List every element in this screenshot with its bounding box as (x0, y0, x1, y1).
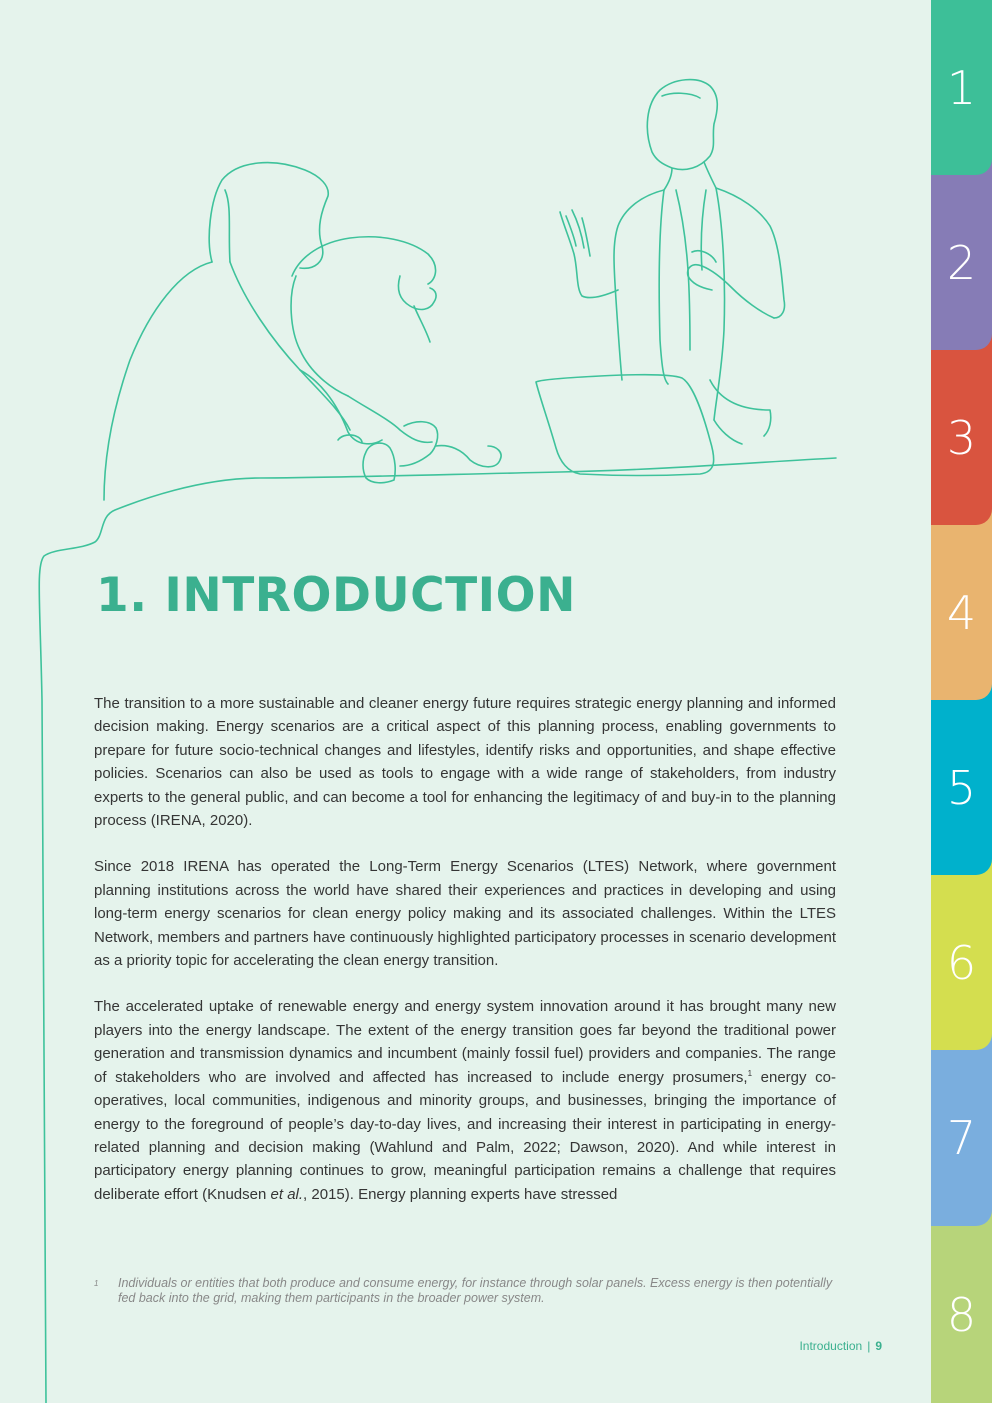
chapter-tab-2[interactable]: 2 (931, 159, 992, 350)
footnote (94, 1276, 834, 1306)
paragraph-3-part-2: energy co-operatives, local communities, indigenous and minority groups, and businesses, bringing the importance of energy to the foreground of people’s day-to-day lives, and increasing their interest in participating in energy-related planning and decision making (Wahlund and Palm, 2022; Dawson, 2020). And while interest in participatory energy planning continues to grow, meaningful participation remains a challenge that requires deliberate effort (Knudsen (94, 1068, 836, 1203)
page-footer (799, 1339, 882, 1353)
paragraph-2: Since 2018 IRENA has operated the Long-Term Energy Scenarios (LTES) Network, where government planning institutions across the world have shared their experiences and practices in developing and using long-term energy scenarios for clean energy policy making and its associated challenges. Within the LTES Network, members and partners have continuously highlighted participatory processes in scenario development as a priority topic for accelerating the clean energy transition. (94, 858, 836, 970)
page-number: 9 (875, 1339, 882, 1353)
footnote-text: Individuals or entities that both produce and consume energy, for instance through solar panels. Excess energy is then potentially fed back into the grid, making them participants in the broader power system. (118, 1276, 833, 1305)
footnote-reference[interactable]: 1 (747, 1068, 753, 1078)
chapter-tab-4[interactable]: 4 (931, 509, 992, 700)
chapter-tab-7[interactable]: 7 (931, 1034, 992, 1226)
chapter-tabs (931, 0, 992, 1403)
chapter-tab-6[interactable]: 6 (931, 859, 992, 1050)
footer-separator: | (867, 1339, 871, 1353)
page-title: 1. INTRODUCTION (96, 568, 576, 623)
paragraph-1: The transition to a more sustainable and cleaner energy future requires strategic energy planning and informed decision making. Energy scenarios are a critical aspect of this planning process, enabling governments to prepare for future socio-technical changes and lifestyles, identify risks and opportunities, and shape effective policies. Scenarios can also be used as tools to engage with a wide range of stakeholders, from industry experts to the general public, and can become a tool for enhancing the legitimacy of and buy-in to the planning process (IRENA, 2020). (94, 695, 836, 830)
footer-section: Introduction (799, 1339, 863, 1353)
paragraph-3-part-1: The accelerated uptake of renewable energy and energy system innovation around it has brought many new players into the energy landscape. The extent of the energy transition goes far beyond the traditional power generation and transmission dynamics and incumbent (mainly fossil fuel) providers and companies. The range of stakeholders who are involved and affected has increased to include energy prosumers, (94, 998, 836, 1086)
paragraph-3 (94, 995, 836, 1206)
paragraph-3-italic: et al. (270, 1185, 304, 1203)
body-text (94, 692, 836, 1229)
chapter-tab-5[interactable]: 5 (931, 684, 992, 875)
chapter-tab-8[interactable]: 8 (931, 1210, 992, 1403)
chapter-tab-1[interactable]: 1 (931, 0, 992, 175)
chapter-tab-3[interactable]: 3 (931, 334, 992, 525)
footnote-number: 1 (94, 1279, 99, 1288)
paragraph-3-part-3: , 2015). Energy planning experts have stressed (303, 1185, 618, 1203)
